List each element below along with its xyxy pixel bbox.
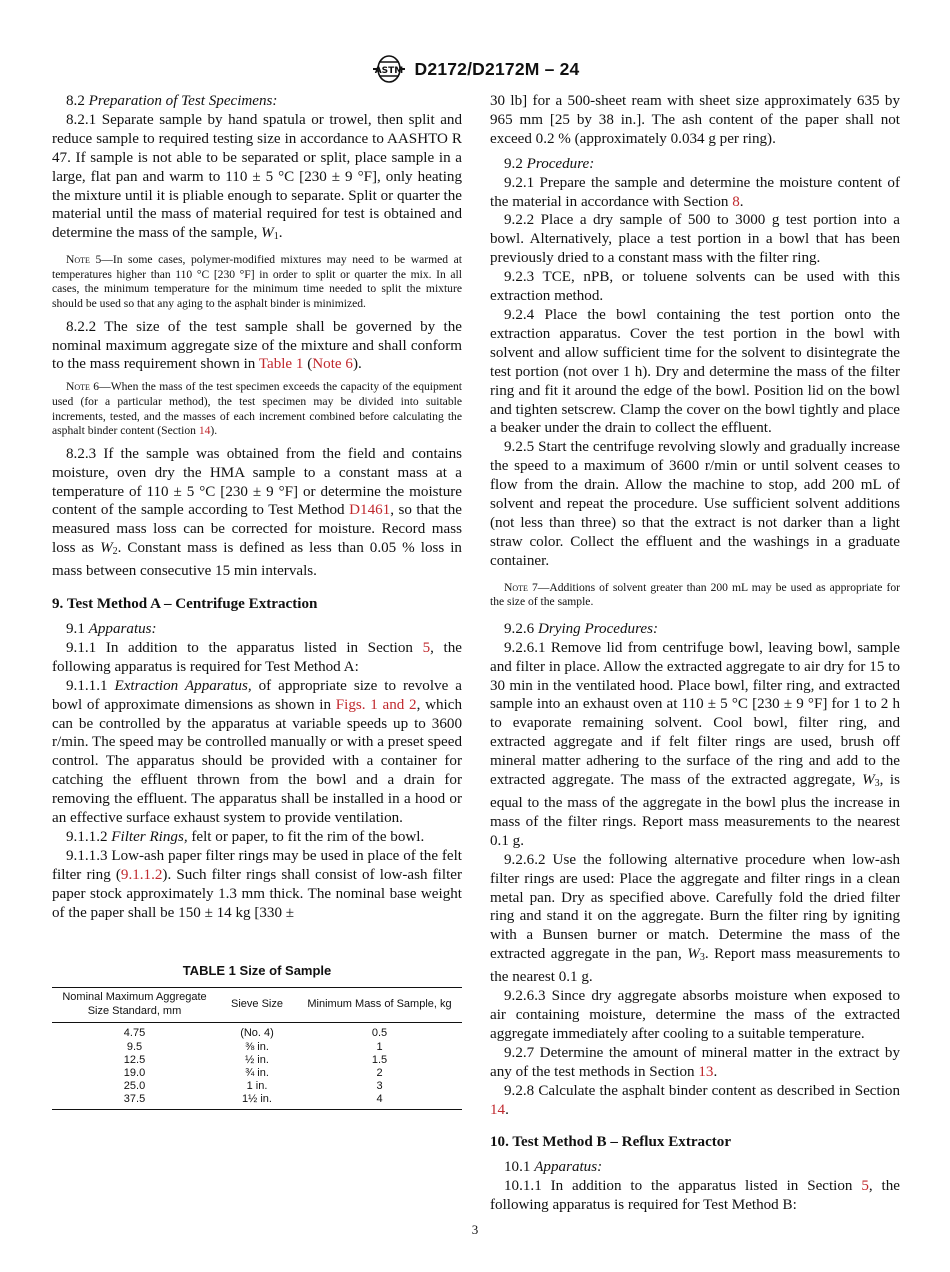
table-cell: 4: [297, 1093, 462, 1109]
paragraph-9-2-6-2: 9.2.6.2 Use the following alternative procedure when low-ash filter rings are used: Place the aggregate and filter rings in a clean metal pan. Dry as specified above. Carefully fold the dried filter ring and stand it on the aggregate. Burn the filter ring by igniting with a Bunsen burner or match. Determine the mass of the extracted aggregate in the pan, $W_3$. Report mass measurements to the nearest 0.1 g.: [490, 851, 900, 986]
table-header-row: [52, 988, 462, 1023]
table-row: [52, 1093, 462, 1109]
table-cell: 12.5: [123, 1053, 146, 1066]
astm-logo-icon: [371, 54, 407, 84]
table-cell: 3: [376, 1080, 383, 1093]
table-cell: 19.0: [123, 1066, 146, 1079]
section-9-2-heading: 9.2 Procedure:: [504, 155, 595, 172]
paragraph-9-1-1-2: 9.1.1.2 Filter Rings, felt or paper, to fit the rim of the bowl.: [66, 828, 425, 845]
section-5-link[interactable]: 5: [861, 1178, 869, 1195]
sample-size-table: [52, 987, 462, 1109]
left-column: [52, 92, 462, 1110]
section-9-2-6-heading: 9.2.6 Drying Procedures:: [504, 620, 658, 637]
paragraph-9-1-1-3: 9.1.1.3 Low-ash paper filter rings may be used in place of the felt filter ring (9.1.1.2). Such filter rings shall consist of low-ash filter paper stock approximately 1.3 mm thick. The nominal base weight of the paper shall be 150 ± 14 kg [330 ±: [52, 847, 462, 921]
note-7: Note 7—Additions of solvent greater than 200 mL may be used as appropriate for the size of the sample.: [490, 580, 901, 609]
table-1-title: TABLE 1 Size of Sample: [182, 963, 332, 979]
paragraph-9-2-4: 9.2.4 Place the bowl containing the test portion onto the extraction apparatus. Cover the test portion in the bowl with solvent and allow sufficient time for the solvent to disintegrate the test portion (not over 1 h). Dry and determine the mass of the filter ring and fit it around the edge of the bowl. Position lid on the bowl and tighten setscrew. Clamp the cover on the bowl tightly and place a beaker under the drain to collect the effluent.: [490, 306, 900, 437]
table-cell: 2: [376, 1066, 383, 1079]
note-6-link[interactable]: Note 6: [312, 356, 353, 373]
table-row: [52, 1041, 462, 1054]
section-9-1-heading: 9.1 Apparatus:: [66, 620, 157, 637]
paragraph-9-2-1: 9.2.1 Prepare the sample and determine the moisture content of the material in accordance with Section 8.: [490, 174, 900, 210]
table-cell: (No. 4): [240, 1027, 274, 1040]
section-10-heading: 10. Test Method B – Reflux Extractor: [490, 1134, 732, 1151]
table-row: [52, 1023, 462, 1041]
paragraph-9-1-1-1: 9.1.1.1 Extraction Apparatus, of appropriate size to revolve a bowl of approximate dimensions as shown in Figs. 1 and 2, which can be controlled by the apparatus at variable speeds up to 3600 r/min. The speed may be controlled manually or with a preset speed control. The apparatus should be provided with a container for catching the effluent thrown from the bowl and a drain for removing the effluent. The apparatus shall be installed in a hood or an effective surface exhaust system to provide ventilation.: [52, 677, 462, 827]
d1461-link[interactable]: D1461: [349, 502, 391, 519]
table-cell: 1 in.: [246, 1080, 268, 1093]
table-header-cell: Sieve Size: [217, 988, 297, 1023]
section-8-link[interactable]: 8: [732, 193, 740, 210]
section-5-link[interactable]: 5: [422, 639, 431, 656]
document-id: D2172/D2172M – 24: [414, 58, 580, 79]
page-number: 3: [471, 1222, 479, 1237]
paragraph-9-2-5: 9.2.5 Start the centrifuge revolving slowly and gradually increase the speed to a maximum of 3600 r/min or until solvent ceases to flow from the drain. Allow the machine to stop, add 200 mL of solvent and repeat the procedure. Use sufficient solvent additions (not less than three) so that the extract is not darker than a light straw color. Collect the effluent and the washings in a graduate container.: [490, 439, 900, 569]
paragraph-9-2-6-3: 9.2.6.3 Since dry aggregate absorbs moisture when exposed to air containing moisture, determine the mass of the extracted aggregate immediately after cooling to a suitable temperature.: [490, 988, 900, 1042]
paragraph-continued: 30 lb] for a 500-sheet ream with sheet size approximately 635 by 965 mm [25 by 38 in.]. The ash content of the paper shall not exceed 0.2 % (approximately 0.034 g per ring).: [490, 93, 900, 147]
svg-text:ASTM: ASTM: [374, 66, 403, 76]
figs-1-2-link[interactable]: Figs. 1 and 2: [335, 696, 417, 713]
table-row: [52, 1054, 462, 1067]
section-8-2-heading: 8.2 Preparation of Test Specimens:: [66, 93, 278, 109]
paragraph-9-2-6-1: 9.2.6.1 Remove lid from centrifuge bowl, leaving bowl, sample and filter in place. Allow the extracted aggregate to air dry for 15 to 30 min in the ventilated hood. Place bowl, filter ring, and extracted sample into an exhaust oven at 110 ± 5 °C [230 ± 9 °F] for 1 to 2 h to evaporate remaining solvent. Cool bowl, filter ring, and extracted aggregate and if felt filter rings are used, brush off mineral matter adhering to the surface of the ring and add to the extracted aggregate. The mass of the extracted aggregate, $W_3$, is equal to the mass of the aggregate in the bowl plus the increase in mass of the filter rings. Report mass measurements to the nearest 0.1 g.: [490, 639, 901, 849]
paragraph-9-2-2: 9.2.2 Place a dry sample of 500 to 3000 g test portion into a bowl. Alternatively, place a test portion in a bowl that has been previously dried to a constant mass with the filter ring.: [490, 212, 900, 267]
paragraph-8-2-1: 8.2.1 Separate sample by hand spatula or trowel, then split and reduce sample to required testing size in accordance to AASHTO R 47. If sample is not able to be separated or split, place sample in a large, flat pan and warm to 110 ± 5 °C [230 ± 9 °F], only heating the mixture until it is pliable enough to separate. Split or quarter the material until the mass of material required for test is obtained and determine the mass of the sample, $W_1$.: [52, 111, 462, 243]
note-5: Note 5—In some cases, polymer-modified mixtures may need to be warmed at temperatures higher than 110 °C [230 °F] in order to split or quarter the mix. In all cases, the minimum temperature for the minimum time needed to split the mixture should be used so that any aging to the asphalt binder is minimized.: [52, 253, 462, 311]
table-1-link[interactable]: Table 1: [258, 356, 304, 373]
table-cell: 25.0: [123, 1080, 146, 1093]
table-header-cell: Minimum Mass of Sample, kg: [297, 988, 462, 1023]
section-10-1-heading: 10.1 Apparatus:: [504, 1159, 603, 1176]
paragraph-8-2-2: 8.2.2 The size of the test sample shall be governed by the nominal maximum aggregate size of the mixture and shall conform to the mass requirement shown in Table 1 (Note 6).: [52, 318, 462, 373]
table-cell: 9.5: [126, 1040, 143, 1053]
table-row: [52, 1080, 462, 1093]
note-6: Note 6—When the mass of the test specimen exceeds the capacity of the equipment used (for a particular method), the test specimen may be divided into suitable increments, tested, and the masses of each increment combined before calculating the asphalt binder content (Section 14).: [52, 380, 462, 438]
table-cell: ½ in.: [245, 1053, 269, 1066]
section-9-1-1-2-link[interactable]: 9.1.1.2: [120, 866, 163, 883]
table-cell: ⅜ in.: [245, 1040, 269, 1053]
paragraph-8-2-3: 8.2.3 If the sample was obtained from the field and contains moisture, oven dry the HMA sample to a constant mass at a temperature of 110 ± 5 °C [230 ± 9 °F] or determine the moisture content of the sample according to Test Method D1461, so that the measured mass loss can be corrected for moisture. Record mass loss as $W_2$. Constant mass is defined as less than 0.05 % loss in mass between consecutive 15 min intervals.: [52, 445, 463, 580]
section-14-link[interactable]: 14: [490, 1101, 506, 1118]
table-cell: 0.5: [371, 1027, 388, 1040]
section-9-heading: 9. Test Method A – Centrifuge Extraction: [52, 596, 318, 613]
paragraph-9-2-8: 9.2.8 Calculate the asphalt binder content as described in Section 14.: [490, 1082, 900, 1118]
table-cell: 1.5: [371, 1053, 388, 1066]
paragraph-9-2-7: 9.2.7 Determine the amount of mineral matter in the extract by any of the test methods in Section 13.: [490, 1044, 900, 1080]
page-header: [0, 52, 950, 86]
table-cell: 4.75: [123, 1027, 146, 1040]
paragraph-10-1-1: 10.1.1 In addition to the apparatus listed in Section 5, the following apparatus is required for Test Method B:: [490, 1178, 900, 1214]
table-cell: 37.5: [52, 1093, 217, 1109]
section-14-link[interactable]: 14: [198, 424, 211, 438]
section-13-link[interactable]: 13: [698, 1063, 714, 1080]
table-cell: ¾ in.: [245, 1066, 269, 1079]
right-column: [490, 92, 900, 1215]
table-cell: 1: [376, 1040, 383, 1053]
paragraph-9-1-1: 9.1.1 In addition to the apparatus listed in Section 5, the following apparatus is required for Test Method A:: [52, 639, 462, 675]
paragraph-9-2-3: 9.2.3 TCE, nPB, or toluene solvents can be used with this extraction method.: [490, 269, 900, 305]
table-cell: 1½ in.: [217, 1093, 297, 1109]
table-row: [52, 1067, 462, 1080]
table-header-cell: Nominal Maximum Aggregate Size Standard, mm: [52, 988, 217, 1023]
